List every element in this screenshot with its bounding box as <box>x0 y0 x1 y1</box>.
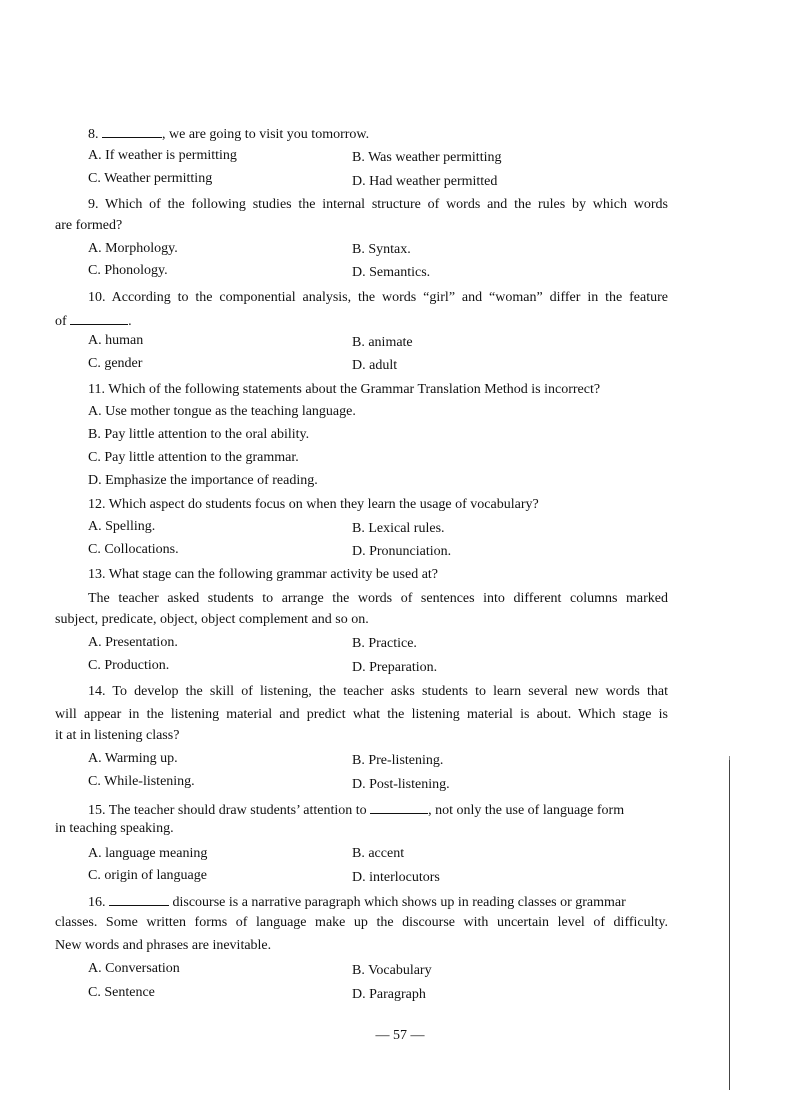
q16-option-b: B. Vocabulary <box>352 963 432 978</box>
question-11-stem: 11. Which of the following statements about the Grammar Translation Method is incorrect? <box>88 382 601 397</box>
q12-option-a: A. Spelling. <box>88 519 156 534</box>
question-8-stem: 8. , we are going to visit you tomorrow. <box>88 123 369 144</box>
question-9-stem-line2: are formed? <box>55 218 123 233</box>
question-13-context-line1: The teacher asked students to arrange the words of sentences into different columns marked <box>88 591 668 606</box>
q14-option-d: D. Post-listening. <box>352 777 450 792</box>
q14-option-a: A. Warming up. <box>88 751 178 766</box>
q11-option-d: D. Emphasize the importance of reading. <box>88 473 318 488</box>
answer-blank <box>109 891 169 906</box>
q14-option-c: C. While-listening. <box>88 774 195 789</box>
question-12-stem: 12. Which aspect do students focus on when they learn the usage of vocabulary? <box>88 497 539 512</box>
q14-option-b: B. Pre-listening. <box>352 753 444 768</box>
question-13-stem: 13. What stage can the following grammar activity be used at? <box>88 567 439 582</box>
q13-option-a: A. Presentation. <box>88 635 178 650</box>
q15-option-b: B. accent <box>352 846 405 861</box>
q9-option-c: C. Phonology. <box>88 263 168 278</box>
q15-option-c: C. origin of language <box>88 868 207 883</box>
question-15-stem-line2: in teaching speaking. <box>55 821 174 836</box>
q11-option-c: C. Pay little attention to the grammar. <box>88 450 299 465</box>
answer-blank <box>370 799 428 814</box>
q9-option-a: A. Morphology. <box>88 241 178 256</box>
question-9-stem-line1: 9. Which of the following studies the internal structure of words and the rules by which words <box>88 197 668 212</box>
q16-option-c: C. Sentence <box>88 985 155 1000</box>
page-number: — 57 — <box>375 1028 425 1043</box>
question-14-stem-line2: will appear in the listening material and predict what the listening material is about. Which stage is <box>55 707 668 722</box>
margin-rule <box>729 760 730 1090</box>
q10-option-c: C. gender <box>88 356 143 371</box>
q15-option-d: D. interlocutors <box>352 870 440 885</box>
q16-option-a: A. Conversation <box>88 961 180 976</box>
question-14-stem-line3: it at in listening class? <box>55 728 180 743</box>
q13-option-b: B. Practice. <box>352 636 417 651</box>
q13-option-d: D. Preparation. <box>352 660 438 675</box>
question-16-stem-line3: New words and phrases are inevitable. <box>55 938 272 953</box>
q16-option-d: D. Paragraph <box>352 987 426 1002</box>
q8-option-a: A. If weather is permitting <box>88 148 237 163</box>
q8-option-b: B. Was weather permitting <box>352 150 502 165</box>
q12-option-b: B. Lexical rules. <box>352 521 445 536</box>
q8-option-c: C. Weather permitting <box>88 171 213 186</box>
q13-option-c: C. Production. <box>88 658 170 673</box>
question-14-stem-line1: 14. To develop the skill of listening, the teacher asks students to learn several new words that <box>88 684 668 699</box>
question-16-stem-line2: classes. Some written forms of language make up the discourse with uncertain level of difficulty. <box>55 915 668 930</box>
q15-option-a: A. language meaning <box>88 846 208 861</box>
question-10-stem-line1: 10. According to the componential analysis, the words “girl” and “woman” differ in the feature <box>88 290 668 305</box>
q8-option-d: D. Had weather permitted <box>352 174 498 189</box>
question-15-stem-line1: 15. The teacher should draw students’ attention to , not only the use of language form <box>88 799 624 820</box>
answer-blank <box>102 123 162 138</box>
question-16-stem-line1: 16. discourse is a narrative paragraph which shows up in reading classes or grammar <box>88 891 626 912</box>
q10-option-d: D. adult <box>352 358 398 373</box>
q11-option-a: A. Use mother tongue as the teaching language. <box>88 404 356 419</box>
q10-option-b: B. animate <box>352 335 413 350</box>
q12-option-c: C. Collocations. <box>88 542 179 557</box>
q9-option-d: D. Semantics. <box>352 265 431 280</box>
question-13-context-line2: subject, predicate, object, object complement and so on. <box>55 612 369 627</box>
q9-option-b: B. Syntax. <box>352 242 411 257</box>
q10-option-a: A. human <box>88 333 144 348</box>
q12-option-d: D. Pronunciation. <box>352 544 452 559</box>
answer-blank <box>70 310 128 325</box>
q11-option-b: B. Pay little attention to the oral ability. <box>88 427 310 442</box>
question-10-stem-line2: of . <box>55 310 132 331</box>
